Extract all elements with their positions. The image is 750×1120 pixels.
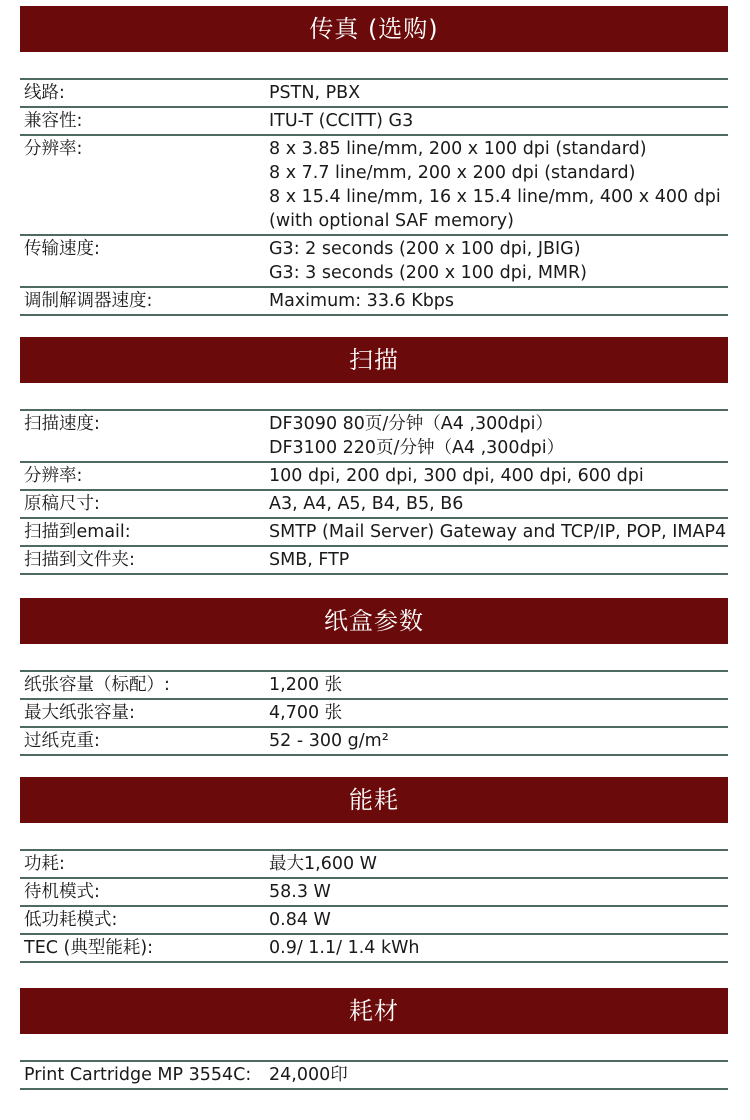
row-label: 兼容性: xyxy=(24,111,83,131)
value-line: G3: 3 seconds (200 x 100 dpi, MMR) xyxy=(269,263,588,283)
value-line: 0.9/ 1.1/ 1.4 kWh xyxy=(269,938,420,958)
section-title: 传真 (选购) xyxy=(20,6,728,52)
value-line: A3, A4, A5, B4, B5, B6 xyxy=(269,494,464,514)
value-line: DF3090 80页/分钟（A4 ,300dpi） xyxy=(269,414,554,434)
row-label: 扫描到文件夹: xyxy=(24,550,135,570)
row-label: 分辨率: xyxy=(24,466,83,486)
value-line: 最大1,600 W xyxy=(269,854,377,874)
row-label: 低功耗模式: xyxy=(24,910,118,930)
row-label: 过纸克重: xyxy=(24,731,100,751)
row-label: 原稿尺寸: xyxy=(24,494,100,514)
row-value xyxy=(269,464,728,488)
table-row xyxy=(20,879,728,907)
row-value xyxy=(269,908,728,932)
table-row xyxy=(20,547,728,575)
value-line: 4,700 张 xyxy=(269,703,343,723)
table-row xyxy=(20,108,728,136)
section-title: 能耗 xyxy=(20,777,728,823)
row-value xyxy=(269,237,728,285)
section-consumables xyxy=(20,988,728,1090)
section-title: 耗材 xyxy=(20,988,728,1034)
value-line: 8 x 3.85 line/mm, 200 x 100 dpi (standard) xyxy=(269,139,647,159)
table-row xyxy=(20,491,728,519)
value-line: 58.3 W xyxy=(269,882,331,902)
value-line: G3: 2 seconds (200 x 100 dpi, JBIG) xyxy=(269,239,581,259)
table-row xyxy=(20,907,728,935)
value-line: SMB, FTP xyxy=(269,550,350,570)
table-row xyxy=(20,935,728,963)
row-value xyxy=(269,137,728,233)
value-line: (with optional SAF memory) xyxy=(269,211,514,231)
table-row xyxy=(20,1062,728,1090)
section-title: 纸盒参数 xyxy=(20,598,728,644)
row-value xyxy=(269,852,728,876)
table-row xyxy=(20,672,728,700)
row-value xyxy=(269,492,728,516)
value-line: 8 x 7.7 line/mm, 200 x 200 dpi (standard) xyxy=(269,163,636,183)
row-label: 纸张容量（标配）: xyxy=(24,675,170,695)
value-line: 24,000印 xyxy=(269,1065,348,1085)
value-line: PSTN, PBX xyxy=(269,83,361,103)
row-value xyxy=(269,289,728,313)
row-label: 扫描到email: xyxy=(24,522,131,542)
row-label: 调制解调器速度: xyxy=(24,291,153,311)
row-label: 分辨率: xyxy=(24,139,83,159)
table-row xyxy=(20,463,728,491)
row-label: 扫描速度: xyxy=(24,414,100,434)
value-line: ITU-T (CCITT) G3 xyxy=(269,111,414,131)
section-power xyxy=(20,777,728,963)
row-value xyxy=(269,673,728,697)
table-row xyxy=(20,411,728,463)
value-line: 1,200 张 xyxy=(269,675,343,695)
value-line: 8 x 15.4 line/mm, 16 x 15.4 line/mm, 400 x 400 dpi xyxy=(269,187,721,207)
spec-table xyxy=(20,849,728,963)
row-label: 线路: xyxy=(24,83,65,103)
row-label: 功耗: xyxy=(24,854,65,874)
value-line: 0.84 W xyxy=(269,910,331,930)
table-row xyxy=(20,288,728,316)
table-row xyxy=(20,136,728,236)
value-line: Maximum: 33.6 Kbps xyxy=(269,291,455,311)
row-label: Print Cartridge MP 3554C: xyxy=(24,1065,252,1085)
row-label: 传输速度: xyxy=(24,239,100,259)
row-value xyxy=(269,548,728,572)
row-value xyxy=(269,1063,728,1087)
section-fax xyxy=(20,6,728,316)
section-scan xyxy=(20,337,728,575)
spec-table xyxy=(20,1060,728,1090)
row-label: TEC (典型能耗): xyxy=(24,938,154,958)
table-row xyxy=(20,519,728,547)
row-value xyxy=(269,729,728,753)
row-value xyxy=(269,936,728,960)
value-line: SMTP (Mail Server) Gateway and TCP/IP, POP, IMAP4 xyxy=(269,522,727,542)
table-row xyxy=(20,700,728,728)
value-line: DF3100 220页/分钟（A4 ,300dpi） xyxy=(269,438,565,458)
table-row xyxy=(20,851,728,879)
value-line: 52 - 300 g/m² xyxy=(269,731,389,751)
row-value xyxy=(269,412,728,460)
row-value xyxy=(269,520,728,544)
table-row xyxy=(20,236,728,288)
row-value xyxy=(269,701,728,725)
row-value xyxy=(269,109,728,133)
value-line: 100 dpi, 200 dpi, 300 dpi, 400 dpi, 600 dpi xyxy=(269,466,644,486)
spec-table xyxy=(20,670,728,756)
row-label: 最大纸张容量: xyxy=(24,703,135,723)
row-value xyxy=(269,81,728,105)
spec-table xyxy=(20,78,728,316)
table-row xyxy=(20,80,728,108)
row-label: 待机模式: xyxy=(24,882,100,902)
row-value xyxy=(269,880,728,904)
table-row xyxy=(20,728,728,756)
section-title: 扫描 xyxy=(20,337,728,383)
section-paper xyxy=(20,598,728,756)
spec-table xyxy=(20,409,728,575)
